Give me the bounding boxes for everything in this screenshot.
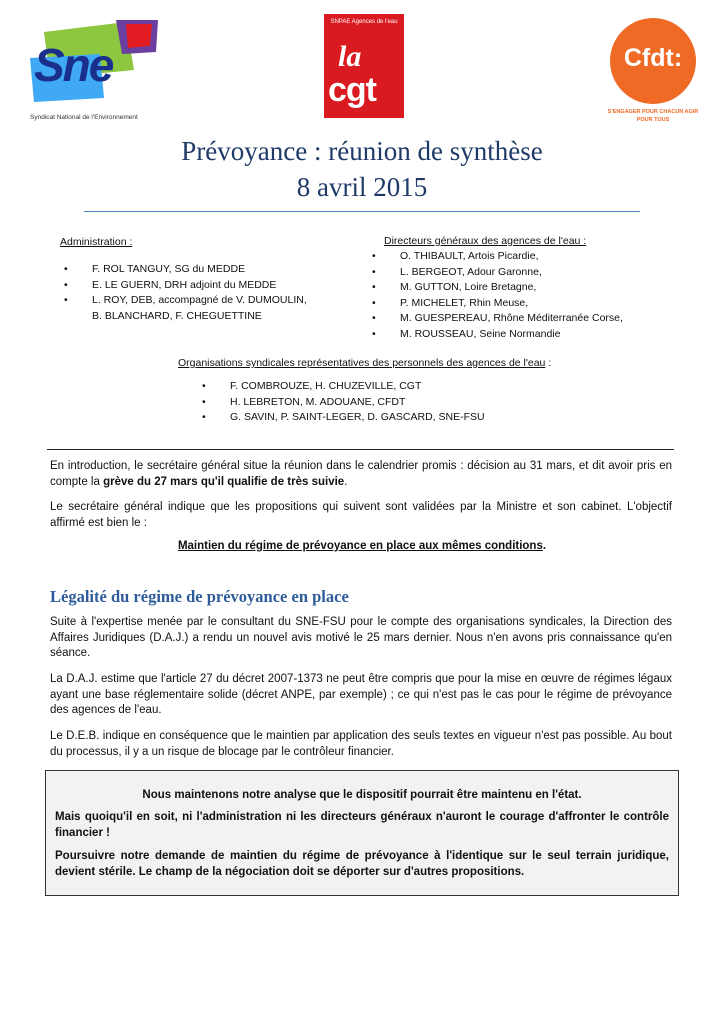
legalite-heading: Légalité du régime de prévoyance en place xyxy=(50,587,349,606)
cfdt-logo-tagline: S'ENGAGER POUR CHACUN AGIR POUR TOUS xyxy=(607,109,699,123)
list-item: • M. GUESPEREAU, Rhône Méditerranée Corse, xyxy=(372,311,682,327)
objective-row xyxy=(0,540,724,552)
organisations-heading-row xyxy=(178,357,551,369)
administration-heading: Administration : xyxy=(60,236,133,248)
sne-logo xyxy=(30,18,160,126)
list-item: • L. BERGEOT, Adour Garonne, xyxy=(372,265,682,281)
page-date: 8 avril 2015 xyxy=(296,172,428,202)
intro-paragraph-1 xyxy=(50,459,672,490)
objective-statement: Maintien du régime de prévoyance en place aux mêmes conditions xyxy=(177,540,543,552)
list-item: • M. GUTTON, Loire Bretagne, xyxy=(372,280,682,296)
objective-end: . xyxy=(542,540,547,552)
list-item: • M. ROUSSEAU, Seine Normandie xyxy=(372,327,682,343)
page-title: Prévoyance : réunion de synthèse xyxy=(181,136,543,166)
list-item: • P. MICHELET, Rhin Meuse, xyxy=(372,296,682,312)
legalite-paragraph-3: Le D.E.B. indique en conséquence que le maintien par application des seuls textes en vigueur n'est pas possible. Au bout du processus, il y a un risque de blocage par le contrôleur financier. xyxy=(50,730,672,758)
directeurs-heading: Directeurs généraux des agences de l'eau : xyxy=(384,235,587,247)
cgt-logo-top-text: SNPAE Agences de l'eau xyxy=(330,19,398,25)
list-item: • H. LEBRETON, M. ADOUANE, CFDT xyxy=(202,395,532,411)
cfdt-logo xyxy=(602,18,704,130)
directeurs-list xyxy=(372,249,682,342)
organisations-list xyxy=(202,379,532,426)
legalite-paragraph-1: Suite à l'expertise menée par le consultant du SNE-FSU pour le compte des organisations syndicales, la Direction des Affaires Juridiques (D.A.J.) a rendu un nouvel avis motivé le 25 mars dernier. Nous n'en avons pris connaissance qu'en séance. xyxy=(50,616,672,659)
administration-list xyxy=(64,262,364,324)
intro-paragraph-2: Le secrétaire général indique que les propositions qui suivent sont validées par la Ministre et son cabinet. L'objectif affirmé est bien le : xyxy=(50,501,672,529)
organisations-heading-suffix: : xyxy=(545,357,552,369)
conclusion-paragraph-2: Mais quoiqu'il en soit, ni l'administration ni les directeurs généraux n'auront le courage d'affronter le contrôle financier ! xyxy=(55,811,669,839)
cfdt-logo-word: Cfdt: xyxy=(623,44,683,72)
intro-p1-text: En introduction, le secrétaire général situe la réunion dans le calendrier promis : décision au 31 mars, et dit avoir pris en compte la xyxy=(50,460,672,488)
list-item-continuation xyxy=(64,309,364,325)
list-item: • O. THIBAULT, Artois Picardie, xyxy=(372,249,682,265)
title-divider xyxy=(84,211,640,212)
list-item-text: B. BLANCHARD, F. CHEGUETTINE xyxy=(92,309,262,322)
list-item: • L. ROY, DEB, accompagné de V. DUMOULIN, xyxy=(64,293,364,309)
section-divider xyxy=(47,449,674,450)
cgt-logo-la: la xyxy=(338,40,362,73)
intro-p1-emphasis: grève du 27 mars qu'il qualifie de très suivie xyxy=(103,475,345,488)
conclusion-box xyxy=(45,770,679,896)
cgt-logo-word: cgt xyxy=(328,71,376,109)
list-item: • E. LE GUERN, DRH adjoint du MEDDE xyxy=(64,278,364,294)
cgt-logo xyxy=(324,14,404,124)
sne-logo-subtitle: Syndicat National de l'Environnement xyxy=(30,114,138,121)
sne-logo-word: Sne xyxy=(34,39,113,91)
list-item: • G. SAVIN, P. SAINT-LEGER, D. GASCARD, SNE-FSU xyxy=(202,410,532,426)
intro-p1-end: . xyxy=(344,475,348,488)
conclusion-paragraph-1: Nous maintenons notre analyse que le dispositif pourrait être maintenu en l'état. xyxy=(142,789,582,801)
list-item: • F. ROL TANGUY, SG du MEDDE xyxy=(64,262,364,278)
list-item: • F. COMBROUZE, H. CHUZEVILLE, CGT xyxy=(202,379,532,395)
conclusion-paragraph-3: Poursuivre notre demande de maintien du régime de prévoyance à l'identique sur le seul terrain juridique, devient stérile. Le champ de la négociation doit se déporter sur d'autres propositions. xyxy=(55,850,669,878)
organisations-heading: Organisations syndicales représentatives des personnels des agences de l'eau xyxy=(178,357,546,369)
legalite-paragraph-2: La D.A.J. estime que l'article 27 du décret 2007-1373 ne peut être compris que pour la mise en œuvre de régimes légaux ayant une base réglementaire solide (décret ANPE, par exemple) ; ce qui n'est pas le cas pour le régime de prévoyance des agences de l'eau. xyxy=(50,673,672,716)
